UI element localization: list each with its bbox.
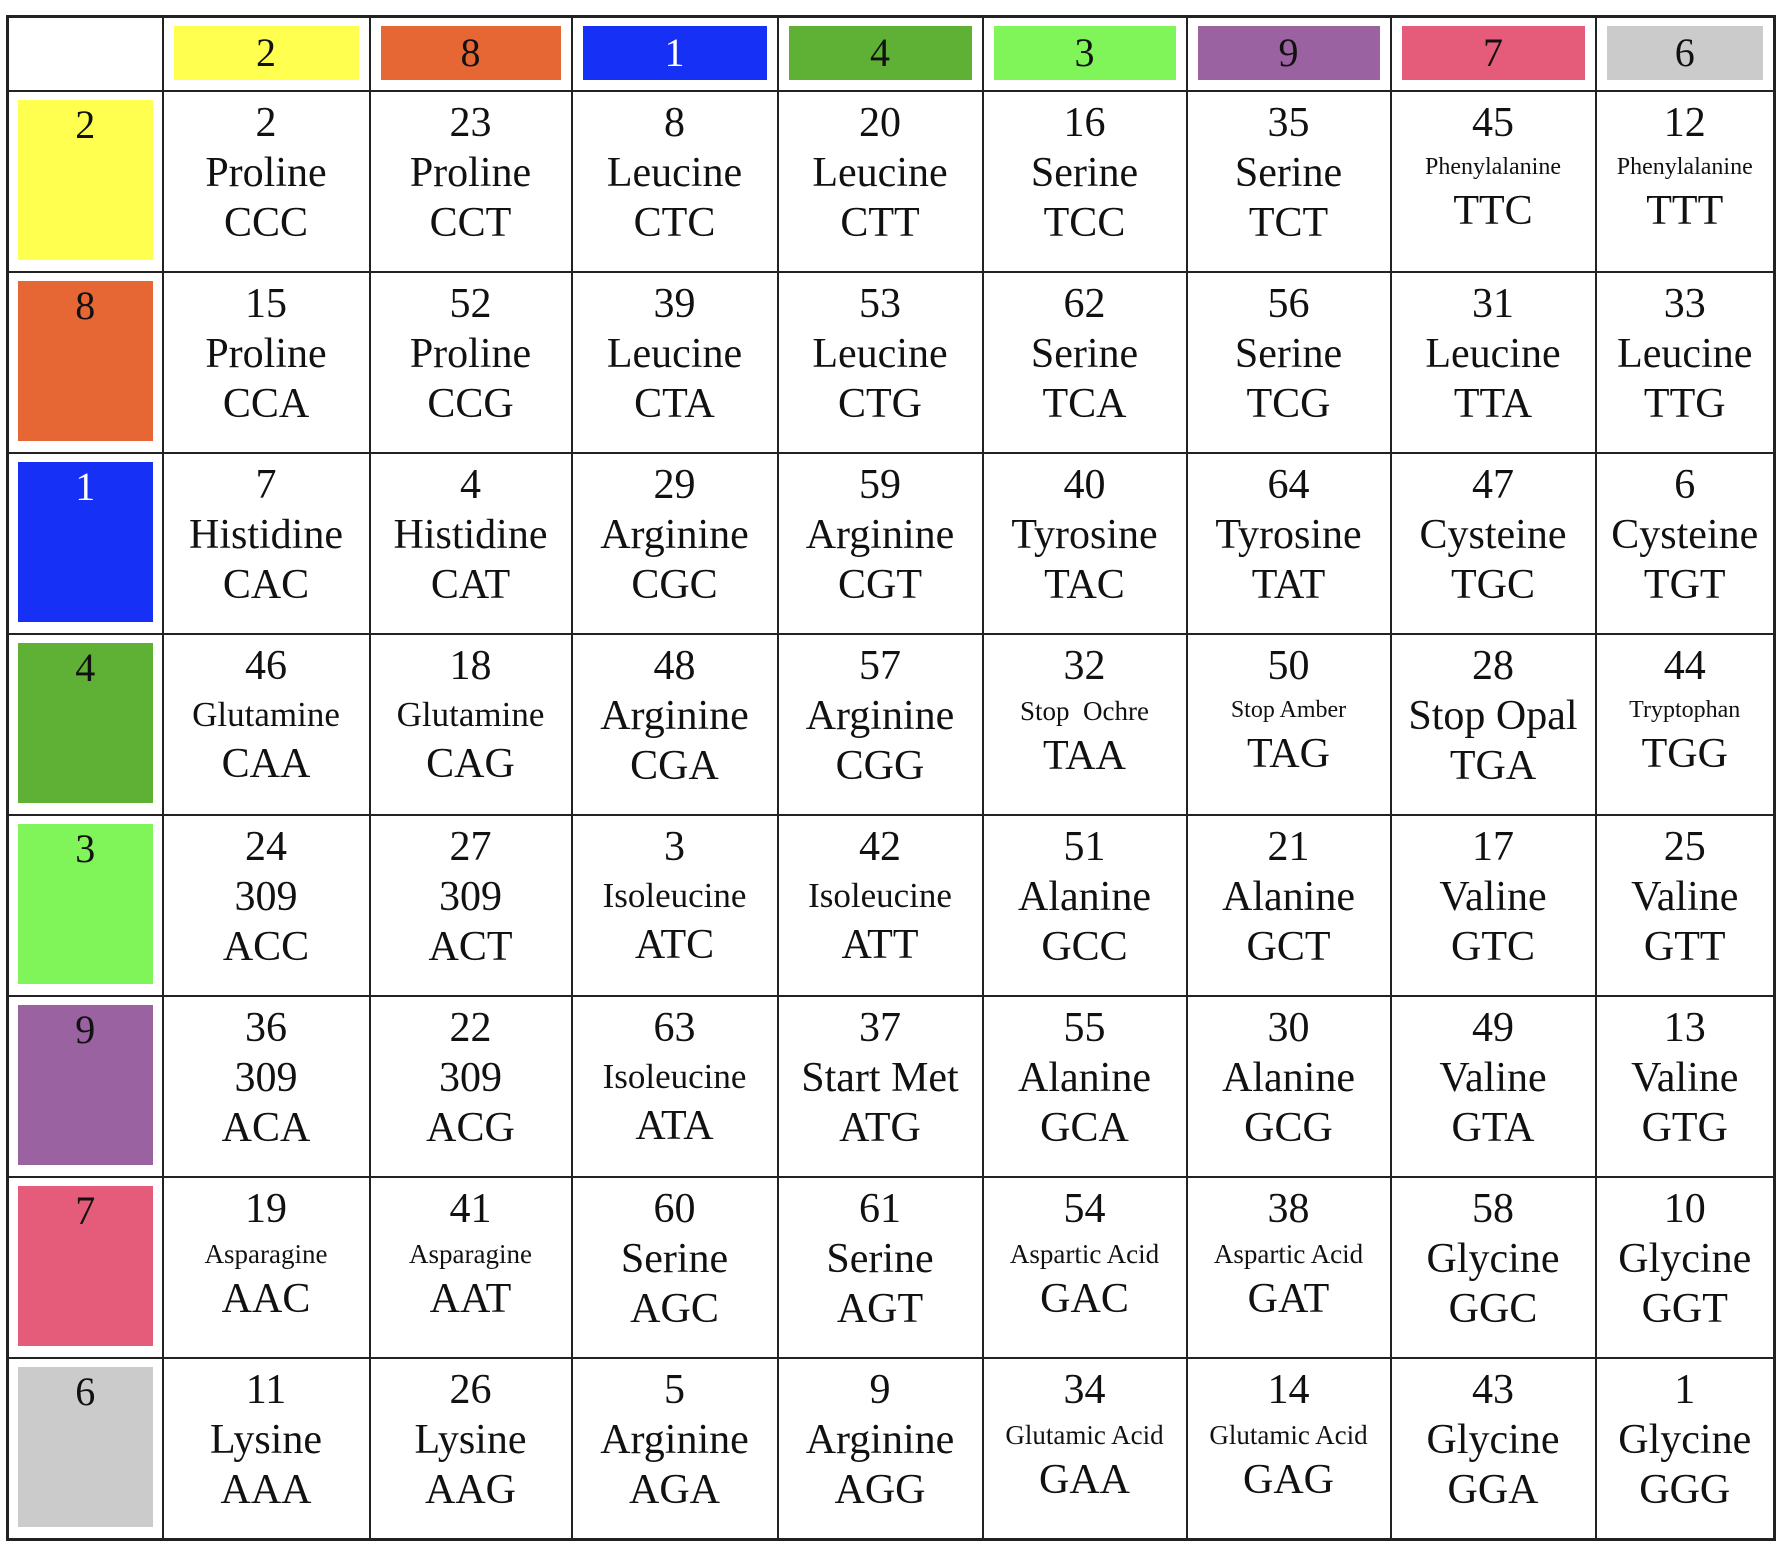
amino-acid-label: Valine [1631, 874, 1739, 920]
codon-number: 64 [1267, 462, 1310, 508]
codon-cell [778, 996, 983, 1177]
amino-acid-label: Leucine [812, 150, 948, 196]
codon-triplet: TGA [1449, 743, 1537, 789]
codon-number: 42 [859, 824, 901, 870]
codon-cell [370, 453, 572, 634]
codon-number: 62 [1063, 281, 1106, 327]
amino-acid-label: Glycine [1618, 1417, 1752, 1463]
codon-triplet: GTC [1451, 924, 1535, 970]
codon-triplet: GCT [1246, 924, 1331, 970]
column-header [778, 17, 983, 92]
codon-triplet: CAT [430, 562, 511, 608]
codon-cell [572, 1177, 778, 1358]
codon-cell [1391, 815, 1596, 996]
codon-cell [1596, 815, 1775, 996]
codon-triplet: AAC [221, 1276, 311, 1322]
codon-number: 30 [1267, 1005, 1310, 1051]
codon-number: 53 [859, 281, 901, 327]
codon-triplet: CCC [223, 200, 309, 246]
codon-cell [1187, 1358, 1391, 1540]
amino-acid-label: Glycine [1426, 1236, 1560, 1282]
codon-number: 54 [1063, 1186, 1106, 1232]
codon-number: 46 [245, 643, 287, 689]
codon-number: 15 [245, 281, 287, 327]
codon-triplet: CAC [222, 562, 310, 608]
codon-number: 16 [1063, 100, 1106, 146]
codon-cell [1391, 1177, 1596, 1358]
amino-acid-label: Glycine [1618, 1236, 1752, 1282]
codon-triplet: CTT [840, 200, 920, 246]
amino-acid-label: 309 [234, 1055, 298, 1101]
codon-cell [1391, 996, 1596, 1177]
column-header [163, 17, 370, 92]
codon-triplet: GGA [1447, 1467, 1539, 1513]
amino-acid-label: Proline [205, 150, 327, 196]
amino-acid-label: Valine [1631, 1055, 1739, 1101]
amino-acid-label: Proline [409, 331, 532, 377]
codon-cell [1596, 272, 1775, 453]
amino-acid-label: Glutamine [192, 695, 340, 734]
amino-acid-label: Alanine [1222, 874, 1355, 920]
codon-number: 23 [449, 100, 492, 146]
codon-cell [572, 634, 778, 815]
amino-acid-label: Stop Ochre [1020, 696, 1149, 726]
codon-number: 20 [859, 100, 901, 146]
amino-acid-label: Alanine [1018, 1055, 1151, 1101]
amino-acid-label: Asparagine [204, 1239, 328, 1269]
amino-acid-label: Serine [1030, 150, 1139, 196]
codon-triplet: GTA [1451, 1105, 1535, 1151]
codon-cell [983, 453, 1187, 634]
amino-acid-label: Valine [1439, 1055, 1547, 1101]
codon-cell [370, 272, 572, 453]
codon-triplet: CGG [835, 743, 925, 789]
codon-cell [983, 1177, 1187, 1358]
codon-triplet: ACT [428, 924, 513, 970]
column-header [983, 17, 1187, 92]
amino-acid-label: Arginine [600, 512, 749, 558]
codon-cell [778, 815, 983, 996]
codon-cell [370, 996, 572, 1177]
codon-cell [163, 272, 370, 453]
amino-acid-label: Glycine [1426, 1417, 1560, 1463]
codon-number: 1 [1674, 1367, 1696, 1413]
amino-acid-label: Leucine [606, 150, 743, 196]
row-color-swatch: 9 [18, 1005, 153, 1165]
column-color-swatch: 2 [174, 26, 359, 80]
codon-cell [370, 91, 572, 272]
codon-triplet: GGG [1639, 1467, 1731, 1513]
codon-triplet: GAT [1247, 1276, 1330, 1322]
codon-cell [1596, 1358, 1775, 1540]
amino-acid-label: Lysine [414, 1417, 527, 1463]
codon-number: 21 [1267, 824, 1310, 870]
amino-acid-label: Asparagine [409, 1239, 532, 1269]
row-header [8, 1177, 163, 1358]
table-row [8, 272, 1775, 453]
codon-number: 12 [1663, 100, 1706, 146]
codon-cell [1391, 634, 1596, 815]
amino-acid-label: Glutamine [396, 695, 545, 734]
row-color-swatch: 4 [18, 643, 153, 803]
amino-acid-label: Proline [205, 331, 327, 377]
codon-number: 11 [245, 1367, 287, 1413]
codon-cell [370, 1358, 572, 1540]
codon-number: 29 [653, 462, 696, 508]
codon-number: 18 [449, 643, 492, 689]
codon-number: 3 [664, 824, 685, 870]
codon-number: 6 [1674, 462, 1696, 508]
row-header [8, 272, 163, 453]
codon-triplet: AAG [425, 1467, 516, 1513]
row-color-swatch: 8 [18, 281, 153, 441]
codon-number: 8 [664, 100, 685, 146]
corner-cell [8, 17, 163, 92]
column-color-swatch: 7 [1402, 26, 1585, 80]
amino-acid-label: Stop Opal [1408, 693, 1578, 739]
row-color-swatch: 1 [18, 462, 153, 622]
codon-cell [1187, 815, 1391, 996]
amino-acid-label: Serine [1234, 331, 1343, 377]
amino-acid-label: Valine [1439, 874, 1547, 920]
codon-number: 22 [449, 1005, 492, 1051]
table-row [8, 815, 1775, 996]
amino-acid-label: Phenylalanine [1425, 154, 1561, 180]
codon-cell [572, 91, 778, 272]
codon-cell [572, 453, 778, 634]
codon-cell [1391, 1358, 1596, 1540]
codon-number: 61 [859, 1186, 901, 1232]
amino-acid-label: Arginine [600, 693, 749, 739]
codon-cell [1187, 453, 1391, 634]
codon-number: 47 [1472, 462, 1514, 508]
codon-number: 33 [1663, 281, 1706, 327]
codon-triplet: GGC [1448, 1286, 1538, 1332]
codon-triplet: GTG [1641, 1105, 1728, 1151]
codon-number: 2 [255, 100, 277, 146]
codon-cell [778, 1358, 983, 1540]
codon-triplet: TGT [1643, 562, 1726, 608]
codon-number: 51 [1063, 824, 1106, 870]
amino-acid-label: Arginine [600, 1417, 749, 1463]
codon-triplet: TAG [1247, 731, 1330, 777]
codon-number: 35 [1267, 100, 1310, 146]
codon-number: 49 [1472, 1005, 1514, 1051]
codon-triplet: CCG [427, 381, 514, 427]
codon-cell [1187, 996, 1391, 1177]
row-header [8, 634, 163, 815]
codon-number: 17 [1472, 824, 1514, 870]
amino-acid-label: Phenylalanine [1616, 154, 1753, 180]
amino-acid-label: Serine [620, 1236, 729, 1282]
codon-cell [1596, 1177, 1775, 1358]
column-color-swatch: 6 [1607, 26, 1764, 80]
codon-cell [1596, 996, 1775, 1177]
codon-number: 31 [1472, 281, 1514, 327]
codon-triplet: TTC [1453, 188, 1533, 234]
codon-number: 26 [449, 1367, 492, 1413]
codon-number: 58 [1472, 1186, 1514, 1232]
codon-number: 44 [1663, 643, 1706, 689]
codon-cell [983, 91, 1187, 272]
codon-number: 50 [1267, 643, 1310, 689]
amino-acid-label: Histidine [393, 512, 548, 558]
amino-acid-label: Leucine [606, 331, 743, 377]
amino-acid-label: Glutamic Acid [1005, 1420, 1164, 1450]
amino-acid-label: Leucine [1425, 331, 1561, 377]
table-row [8, 453, 1775, 634]
codon-cell [983, 815, 1187, 996]
codon-cell [163, 453, 370, 634]
amino-acid-label: Lysine [210, 1417, 322, 1463]
amino-acid-label: Aspartic Acid [1009, 1239, 1160, 1269]
codon-triplet: ACG [426, 1105, 515, 1151]
codon-triplet: TGG [1641, 731, 1728, 777]
codon-triplet: AGA [629, 1467, 720, 1513]
column-header [1187, 17, 1391, 92]
codon-triplet: ATG [839, 1105, 921, 1151]
codon-cell [1187, 634, 1391, 815]
amino-acid-label: Cysteine [1419, 512, 1567, 558]
amino-acid-label: 309 [439, 1055, 502, 1101]
codon-cell [1596, 91, 1775, 272]
codon-cell [163, 1177, 370, 1358]
codon-number: 41 [449, 1186, 492, 1232]
codon-number: 63 [653, 1005, 696, 1051]
codon-cell [1187, 91, 1391, 272]
codon-cell [983, 996, 1187, 1177]
codon-cell [1391, 272, 1596, 453]
codon-cell [163, 996, 370, 1177]
codon-triplet: CGA [630, 743, 719, 789]
amino-acid-label: Alanine [1222, 1055, 1355, 1101]
codon-cell [778, 634, 983, 815]
codon-cell [572, 996, 778, 1177]
column-header [572, 17, 778, 92]
codon-cell [370, 1177, 572, 1358]
codon-triplet: TAA [1043, 733, 1126, 779]
codon-triplet: ATC [634, 922, 715, 968]
codon-cell [778, 1177, 983, 1358]
codon-triplet: TAT [1251, 562, 1326, 608]
row-header [8, 91, 163, 272]
column-header-row [8, 17, 1775, 92]
codon-cell [983, 1358, 1187, 1540]
codon-number: 10 [1663, 1186, 1706, 1232]
table-row [8, 634, 1775, 815]
codon-triplet: CTG [838, 381, 922, 427]
codon-number: 39 [653, 281, 696, 327]
amino-acid-label: Start Met [801, 1055, 959, 1101]
row-color-swatch: 2 [18, 100, 153, 260]
codon-number: 37 [859, 1005, 901, 1051]
codon-triplet: TCA [1042, 381, 1127, 427]
codon-triplet: ACC [222, 924, 310, 970]
codon-cell [1187, 272, 1391, 453]
amino-acid-label: Leucine [1617, 331, 1753, 377]
amino-acid-label: 309 [234, 874, 298, 920]
codon-triplet: AGT [836, 1286, 924, 1332]
codon-number: 57 [859, 643, 901, 689]
codon-cell [163, 634, 370, 815]
codon-cell [163, 91, 370, 272]
codon-number: 60 [653, 1186, 696, 1232]
codon-triplet: GCA [1040, 1105, 1129, 1151]
amino-acid-label: Isoleucine [602, 876, 747, 915]
codon-triplet: TAC [1044, 562, 1125, 608]
codon-cell [1391, 91, 1596, 272]
codon-triplet: TGC [1451, 562, 1535, 608]
codon-triplet: GCC [1041, 924, 1128, 970]
codon-cell [572, 1358, 778, 1540]
column-color-swatch: 4 [789, 26, 972, 80]
codon-triplet: GAC [1040, 1276, 1129, 1322]
column-color-swatch: 1 [583, 26, 767, 80]
codon-cell [163, 1358, 370, 1540]
codon-number: 38 [1267, 1186, 1310, 1232]
amino-acid-label: Tyrosine [1011, 512, 1158, 558]
codon-number: 36 [245, 1005, 287, 1051]
column-header [1596, 17, 1775, 92]
codon-triplet: ATT [841, 922, 919, 968]
row-color-swatch: 3 [18, 824, 153, 984]
amino-acid-label: Arginine [805, 1417, 955, 1463]
codon-number: 13 [1663, 1005, 1706, 1051]
column-header [370, 17, 572, 92]
codon-triplet: CAA [221, 741, 311, 787]
codon-triplet: GAA [1039, 1457, 1130, 1503]
amino-acid-label: Proline [409, 150, 532, 196]
codon-triplet: GCG [1244, 1105, 1333, 1151]
codon-cell [778, 272, 983, 453]
codon-cell [572, 815, 778, 996]
codon-triplet: CCA [222, 381, 310, 427]
column-color-swatch: 8 [381, 26, 561, 80]
codon-cell [572, 272, 778, 453]
codon-triplet: AGG [834, 1467, 926, 1513]
codon-number: 52 [449, 281, 492, 327]
codon-number: 59 [859, 462, 901, 508]
table-row [8, 91, 1775, 272]
amino-acid-label: Tyrosine [1215, 512, 1362, 558]
row-header [8, 815, 163, 996]
codon-triplet: TCC [1043, 200, 1126, 246]
codon-cell [370, 815, 572, 996]
codon-number: 56 [1267, 281, 1310, 327]
codon-number: 24 [245, 824, 287, 870]
column-header [1391, 17, 1596, 92]
amino-acid-label: Alanine [1018, 874, 1151, 920]
row-header [8, 453, 163, 634]
codon-cell [1187, 1177, 1391, 1358]
codon-triplet: TTT [1646, 188, 1724, 234]
codon-triplet: AAT [429, 1276, 512, 1322]
amino-acid-label: Isoleucine [602, 1057, 747, 1096]
codon-table [6, 15, 1776, 1541]
codon-triplet: TCT [1248, 200, 1329, 246]
amino-acid-label: Stop Amber [1230, 697, 1347, 723]
codon-number: 7 [255, 462, 277, 508]
row-header [8, 1358, 163, 1540]
codon-cell [163, 815, 370, 996]
codon-triplet: CAG [426, 741, 515, 787]
codon-number: 19 [245, 1186, 287, 1232]
table-row [8, 996, 1775, 1177]
codon-cell [983, 272, 1187, 453]
codon-number: 45 [1472, 100, 1514, 146]
codon-triplet: GGT [1641, 1286, 1728, 1332]
amino-acid-label: Tryptophan [1629, 697, 1741, 723]
codon-number: 43 [1472, 1367, 1514, 1413]
codon-number: 34 [1063, 1367, 1106, 1413]
codon-triplet: TTA [1453, 381, 1533, 427]
codon-cell [1596, 453, 1775, 634]
table-row [8, 1358, 1775, 1540]
codon-cell [1391, 453, 1596, 634]
amino-acid-label: Arginine [805, 512, 955, 558]
amino-acid-label: Arginine [805, 693, 955, 739]
row-color-swatch: 7 [18, 1186, 153, 1346]
codon-cell [1596, 634, 1775, 815]
codon-cell [778, 91, 983, 272]
amino-acid-label: Aspartic Acid [1213, 1239, 1364, 1269]
amino-acid-label: 309 [439, 874, 502, 920]
codon-triplet: CGT [838, 562, 922, 608]
codon-triplet: CTA [634, 381, 715, 427]
codon-number: 9 [869, 1367, 891, 1413]
amino-acid-label: Serine [1234, 150, 1343, 196]
table-row [8, 1177, 1775, 1358]
codon-number: 28 [1472, 643, 1514, 689]
codon-triplet: TTG [1643, 381, 1726, 427]
codon-number: 27 [449, 824, 492, 870]
codon-triplet: ACA [221, 1105, 311, 1151]
codon-number: 32 [1063, 643, 1106, 689]
codon-cell [370, 634, 572, 815]
codon-triplet: GTT [1643, 924, 1726, 970]
amino-acid-label: Serine [1030, 331, 1139, 377]
amino-acid-label: Serine [826, 1236, 934, 1282]
codon-triplet: ATA [635, 1103, 714, 1149]
codon-cell [983, 634, 1187, 815]
amino-acid-label: Glutamic Acid [1209, 1420, 1368, 1450]
row-color-swatch: 6 [18, 1367, 153, 1527]
amino-acid-label: Cysteine [1611, 512, 1759, 558]
amino-acid-label: Histidine [189, 512, 343, 558]
column-color-swatch: 3 [994, 26, 1176, 80]
codon-number: 14 [1267, 1367, 1310, 1413]
codon-number: 55 [1063, 1005, 1106, 1051]
codon-triplet: CCT [429, 200, 512, 246]
codon-cell [778, 453, 983, 634]
codon-triplet: CGC [631, 562, 718, 608]
codon-number: 5 [664, 1367, 685, 1413]
codon-number: 48 [653, 643, 696, 689]
codon-triplet: CTC [633, 200, 716, 246]
amino-acid-label: Leucine [812, 331, 948, 377]
codon-triplet: TCG [1246, 381, 1331, 427]
codon-number: 25 [1663, 824, 1706, 870]
codon-triplet: AGC [630, 1286, 719, 1332]
codon-number: 4 [460, 462, 481, 508]
codon-triplet: GAG [1243, 1457, 1334, 1503]
codon-number: 40 [1063, 462, 1106, 508]
amino-acid-label: Isoleucine [808, 876, 952, 915]
codon-triplet: AAA [220, 1467, 312, 1513]
row-header [8, 996, 163, 1177]
column-color-swatch: 9 [1198, 26, 1380, 80]
